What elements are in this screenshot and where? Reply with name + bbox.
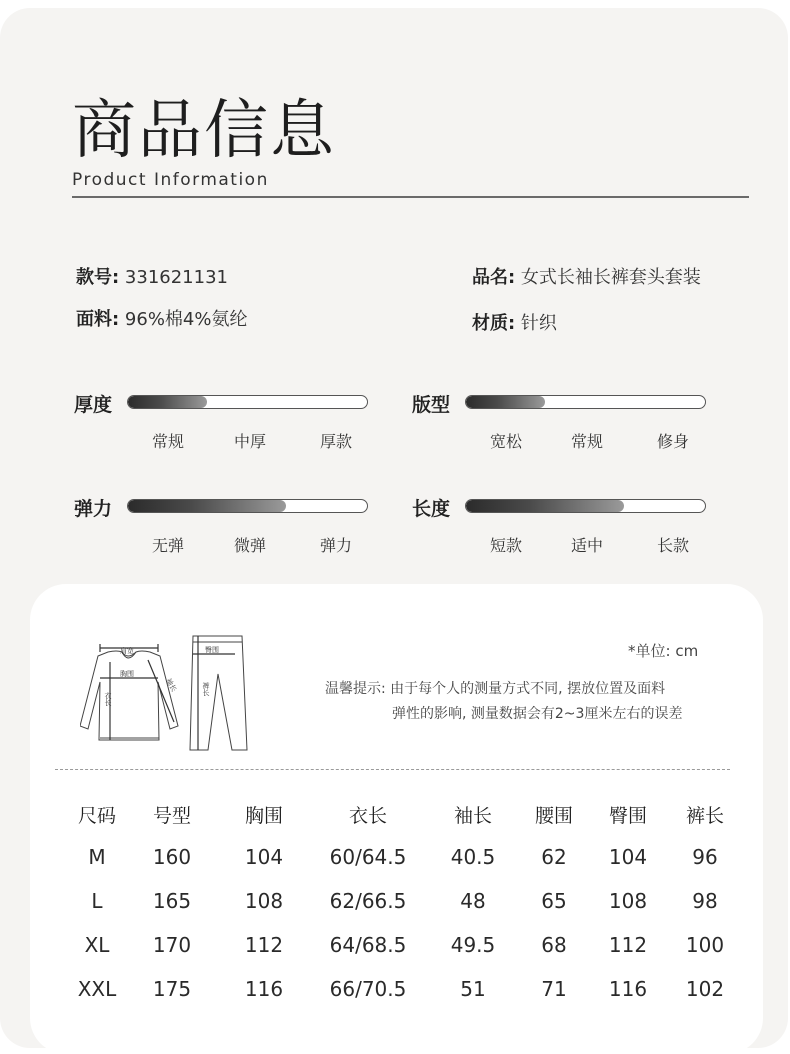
size-table-cell: 66/70.5	[329, 977, 407, 1001]
elasticity-tick-2: 微弹	[234, 536, 267, 555]
elasticity-scale-label: 弹力	[74, 498, 113, 520]
thickness-tick-3: 厚款	[320, 432, 353, 451]
size-table-cell: 116	[608, 977, 648, 1001]
size-table-cell: 64/68.5	[329, 933, 407, 957]
product-name-field	[472, 263, 701, 289]
measurement-diagram	[80, 630, 260, 758]
material-key: 材质:	[472, 313, 516, 334]
size-table-cell: 48	[460, 889, 486, 913]
size-table-cell: L	[91, 889, 103, 913]
size-table-cell: 170	[152, 933, 192, 957]
fit-scale-bar	[465, 395, 706, 409]
size-table-cell: 165	[152, 889, 192, 913]
size-table-cell: 98	[692, 889, 718, 913]
title-divider	[72, 196, 749, 198]
diagram-label-length: 衣长	[104, 692, 112, 706]
size-table-cell: 51	[460, 977, 486, 1001]
diagram-label-sleeve: 袖长	[164, 677, 178, 694]
size-table-cell: 96	[692, 845, 718, 869]
elasticity-scale-bar	[127, 499, 368, 513]
size-table-header: 号型	[152, 805, 192, 827]
size-table-header: 胸围	[244, 805, 284, 827]
elasticity-tick-1: 无弹	[152, 536, 185, 555]
diagram-label-pants: 裤长	[202, 682, 210, 696]
size-table-cell: 49.5	[450, 933, 496, 957]
thickness-scale-fill	[128, 396, 207, 408]
material-value: 针织	[515, 313, 557, 334]
thickness-tick-1: 常规	[152, 432, 185, 451]
size-table-cell: 116	[244, 977, 284, 1001]
elasticity-tick-3: 弹力	[320, 536, 353, 555]
size-table-header: 裤长	[685, 805, 725, 827]
size-table-cell: 112	[608, 933, 648, 957]
size-table-cell: 108	[244, 889, 284, 913]
diagram-label-hip: 臀围	[205, 646, 219, 654]
size-table-header: 腰围	[534, 805, 574, 827]
length-scale-label: 长度	[412, 498, 451, 520]
size-table-cell: 40.5	[450, 845, 496, 869]
size-table-cell: 108	[608, 889, 648, 913]
size-table-cell: 102	[685, 977, 725, 1001]
fabric-value: 96%棉4%氨纶	[119, 309, 248, 330]
length-tick-2: 适中	[571, 536, 604, 555]
length-scale-bar	[465, 499, 706, 513]
fit-tick-3: 修身	[657, 432, 690, 451]
size-table-cell: 112	[244, 933, 284, 957]
size-table-header: 尺码	[77, 805, 117, 827]
elasticity-scale-fill	[128, 500, 286, 512]
size-table-cell: 68	[541, 933, 567, 957]
size-table-header: 臀围	[608, 805, 648, 827]
thickness-scale-label: 厚度	[74, 394, 113, 416]
material-field	[472, 309, 557, 335]
product-name-value: 女式长袖长裤套头套装	[515, 267, 701, 288]
length-scale-fill	[466, 500, 624, 512]
length-tick-1: 短款	[490, 536, 523, 555]
size-table-cell: 100	[685, 933, 725, 957]
fabric-key: 面料:	[76, 309, 120, 330]
style-number-field	[76, 263, 228, 289]
diagram-label-shoulder: 肩宽	[120, 647, 134, 655]
page-title: 商品信息	[72, 94, 336, 168]
diagram-label-chest: 胸围	[120, 670, 134, 678]
unit-note: *单位: cm	[628, 642, 699, 660]
size-table-cell: 65	[541, 889, 567, 913]
measurement-tip-line-2: 弹性的影响, 测量数据会有2~3厘米左右的误差	[392, 706, 683, 722]
size-table-cell: XL	[84, 933, 110, 957]
size-table-header: 袖长	[453, 805, 493, 827]
size-table-header: 衣长	[348, 805, 388, 827]
size-panel-divider	[55, 769, 730, 770]
thickness-tick-2: 中厚	[234, 432, 267, 451]
size-table-cell: 160	[152, 845, 192, 869]
thickness-scale-bar	[127, 395, 368, 409]
fit-scale-label: 版型	[412, 394, 451, 416]
size-table-cell: 104	[244, 845, 284, 869]
size-table-cell: 71	[541, 977, 567, 1001]
size-table-cell: 60/64.5	[329, 845, 407, 869]
size-table-cell: XXL	[77, 977, 117, 1001]
measurement-tip-line-1: 温馨提示: 由于每个人的测量方式不同, 摆放位置及面料	[325, 681, 666, 697]
size-table-cell: 62/66.5	[329, 889, 407, 913]
length-tick-3: 长款	[657, 536, 690, 555]
style-number-value: 331621131	[119, 267, 228, 288]
size-table-cell: M	[88, 845, 106, 869]
size-table-cell: 175	[152, 977, 192, 1001]
product-name-key: 品名:	[472, 267, 516, 288]
style-number-key: 款号:	[76, 267, 120, 288]
fit-scale-fill	[466, 396, 545, 408]
size-table-cell: 104	[608, 845, 648, 869]
fit-tick-1: 宽松	[490, 432, 523, 451]
fabric-field	[76, 305, 248, 331]
page-subtitle: Product Information	[72, 170, 269, 190]
fit-tick-2: 常规	[571, 432, 604, 451]
size-table-cell: 62	[541, 845, 567, 869]
